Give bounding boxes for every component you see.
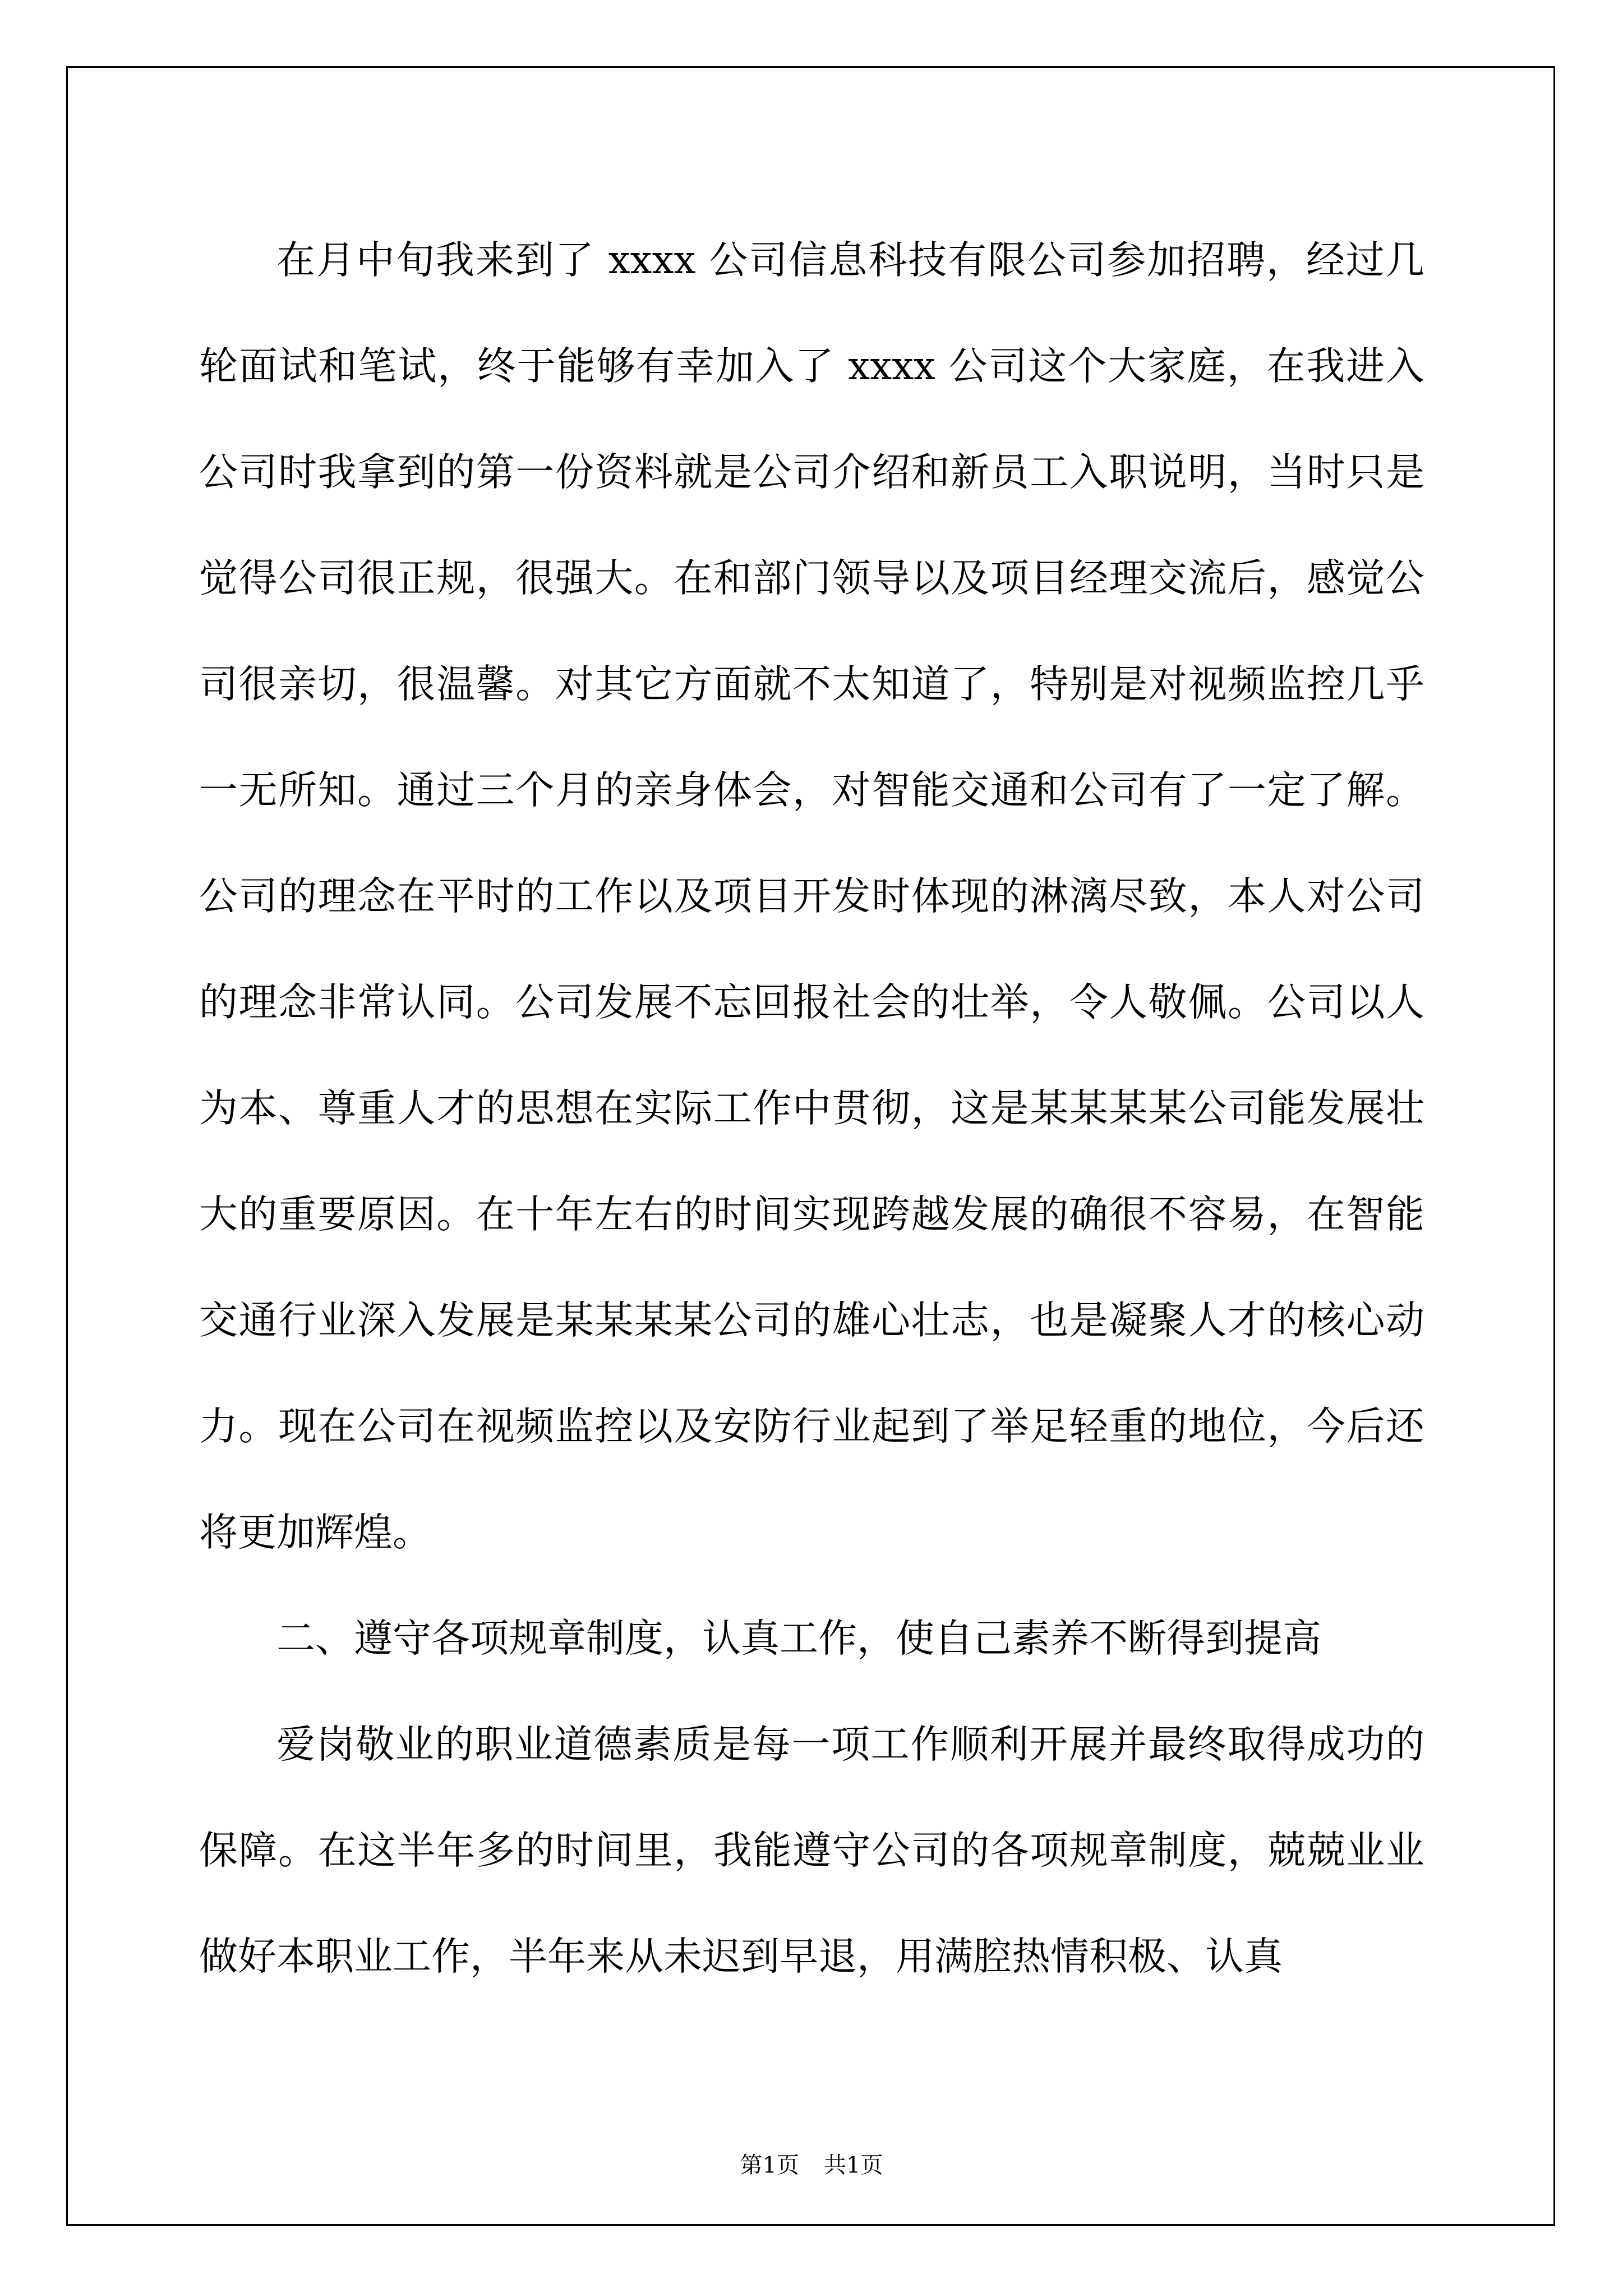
document-body (199, 208, 1424, 2010)
paragraph-work-ethic: 爱岗敬业的职业道德素质是每一项工作顺利开展并最终取得成功的保障。在这半年多的时间里，我能遵守公司的各项规章制度，兢兢业业做好本职业工作，半年来从未迟到早退，用满腔热情积极、认真 (199, 1722, 1424, 1979)
page-total: 共1页 (824, 2152, 883, 2178)
page-footer (0, 2147, 1623, 2179)
page-number: 第1页 (740, 2152, 799, 2178)
paragraph-company-intro: 在月中旬我来到了 xxxx 公司信息科技有限公司参加招聘，经过几轮面试和笔试，终于能够有幸加入了 xxxx 公司这个大家庭，在我进入公司时我拿到的第一份资料就是公司介绍和新员工入职说明，当时只是觉得公司很正规，很强大。在和部门领导以及项目经理交流后，感觉公司很亲切，很温馨。对其它方面就不太知道了，特别是对视频监控几乎一无所知。通过三个月的亲身体会，对智能交通和公司有了一定了解。公司的理念在平时的工作以及项目开发时体现的淋漓尽致，本人对公司的理念非常认同。公司发展不忘回报社会的壮举，令人敬佩。公司以人为本、尊重人才的思想在实际工作中贯彻，这是某某某某公司能发展壮大的重要原因。在十年左右的时间实现跨越发展的确很不容易，在智能交通行业深入发展是某某某某公司的雄心壮志，也是凝聚人才的核心动力。现在公司在视频监控以及安防行业起到了举足轻重的地位，今后还将更加辉煌。 (199, 238, 1424, 1555)
section-heading-rules: 二、遵守各项规章制度，认真工作，使自己素养不断得到提高 (276, 1616, 1321, 1661)
